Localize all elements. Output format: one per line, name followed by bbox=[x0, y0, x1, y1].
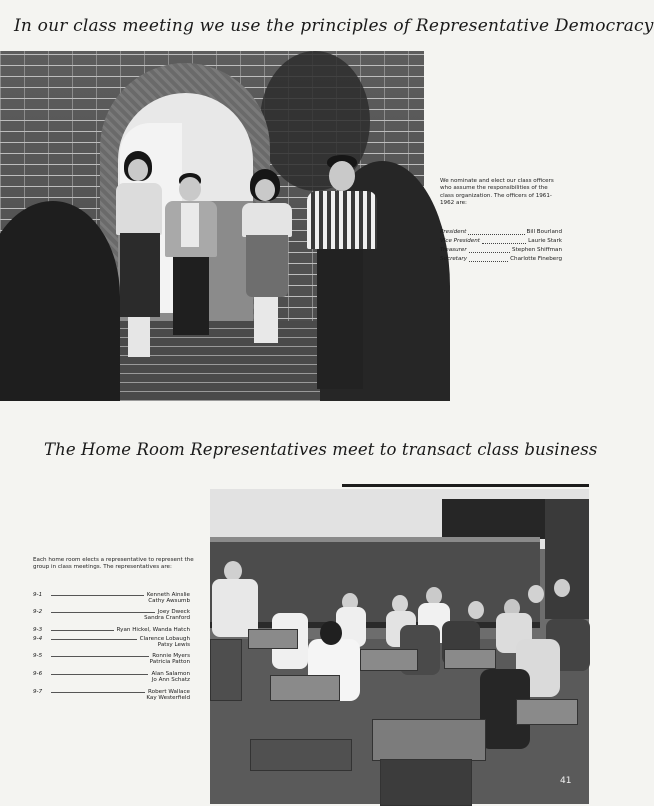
officers-list bbox=[440, 228, 562, 264]
leader-line bbox=[51, 612, 155, 613]
leader-line bbox=[51, 656, 149, 657]
rep-name: Cathy Awsumb bbox=[148, 597, 190, 604]
leader-line bbox=[51, 639, 137, 640]
rep-name: Jo Ann Schatz bbox=[151, 676, 190, 683]
homeroom-number: 9-3 bbox=[33, 626, 43, 633]
officer-role: President bbox=[440, 229, 467, 235]
rep-row bbox=[33, 633, 190, 642]
officer-row bbox=[440, 255, 562, 264]
officer-row bbox=[440, 228, 562, 237]
rep-name: Joey Dweck bbox=[157, 609, 190, 616]
homeroom-meeting-photo bbox=[210, 489, 589, 804]
rep-name: Alan Salamon bbox=[151, 670, 190, 677]
rep-row bbox=[33, 686, 190, 695]
officers-caption: We nominate and elect our class officers who assume the responsibilities of the class organization. The officers of 1961-1962 are: bbox=[440, 178, 554, 207]
rep-name: Sandra Cranford bbox=[144, 615, 190, 622]
homeroom-number: 9-7 bbox=[33, 688, 43, 695]
page-heading-top: In our class meeting we use the principles of Representative Democracy bbox=[14, 16, 654, 36]
representatives-caption: Each home room elects a representative to represent the group in class meetings. The representatives are: bbox=[33, 557, 194, 571]
rep-name: Robert Wallace bbox=[148, 688, 190, 695]
officer-name: Bill Bourland bbox=[526, 229, 562, 235]
dotted-leader bbox=[469, 255, 508, 262]
leader-line bbox=[51, 692, 145, 693]
dotted-leader bbox=[469, 246, 510, 253]
officer-role: Vice President bbox=[440, 238, 480, 244]
rep-row bbox=[33, 607, 190, 616]
rep-row bbox=[33, 668, 190, 677]
rep-row bbox=[33, 624, 190, 633]
rep-row bbox=[33, 651, 190, 660]
homeroom-number: 9-6 bbox=[33, 670, 43, 677]
rep-name: Ronnie Myers bbox=[152, 653, 190, 660]
rep-name: Patsy Lewis bbox=[157, 641, 190, 648]
homeroom-number: 9-1 bbox=[33, 591, 43, 598]
dotted-leader bbox=[468, 228, 524, 235]
homeroom-number: 9-2 bbox=[33, 609, 43, 616]
class-officers-photo bbox=[0, 51, 424, 396]
rep-name: Clarence Lobaugh bbox=[139, 635, 190, 642]
rep-name: Kay Westerfield bbox=[146, 694, 190, 701]
rep-row bbox=[33, 589, 190, 598]
photo-top-rule bbox=[342, 484, 589, 487]
page-number: 41 bbox=[560, 776, 572, 786]
officer-row bbox=[440, 246, 562, 255]
officer-name: Laurie Stark bbox=[528, 238, 562, 244]
officer-role: Treasurer bbox=[440, 247, 467, 253]
rep-name: Kenneth Ainslie bbox=[146, 591, 190, 598]
leader-line bbox=[51, 674, 148, 675]
homeroom-number: 9-4 bbox=[33, 635, 43, 642]
officer-role: Secretary bbox=[440, 256, 468, 262]
leader-line bbox=[51, 595, 144, 596]
officer-row bbox=[440, 237, 562, 246]
homeroom-number: 9-5 bbox=[33, 653, 43, 660]
representatives-list bbox=[33, 589, 190, 703]
leader-line bbox=[51, 630, 114, 631]
rep-name: Patricia Patton bbox=[149, 659, 190, 666]
officer-name: Charlotte Fineberg bbox=[510, 256, 562, 262]
officer-name: Stephen Shiffman bbox=[512, 247, 562, 253]
dotted-leader bbox=[482, 237, 526, 244]
page-heading-middle: The Home Room Representatives meet to transact class business bbox=[44, 440, 598, 459]
rep-name: Ryan Hickel, Wanda Hatch bbox=[116, 626, 190, 633]
